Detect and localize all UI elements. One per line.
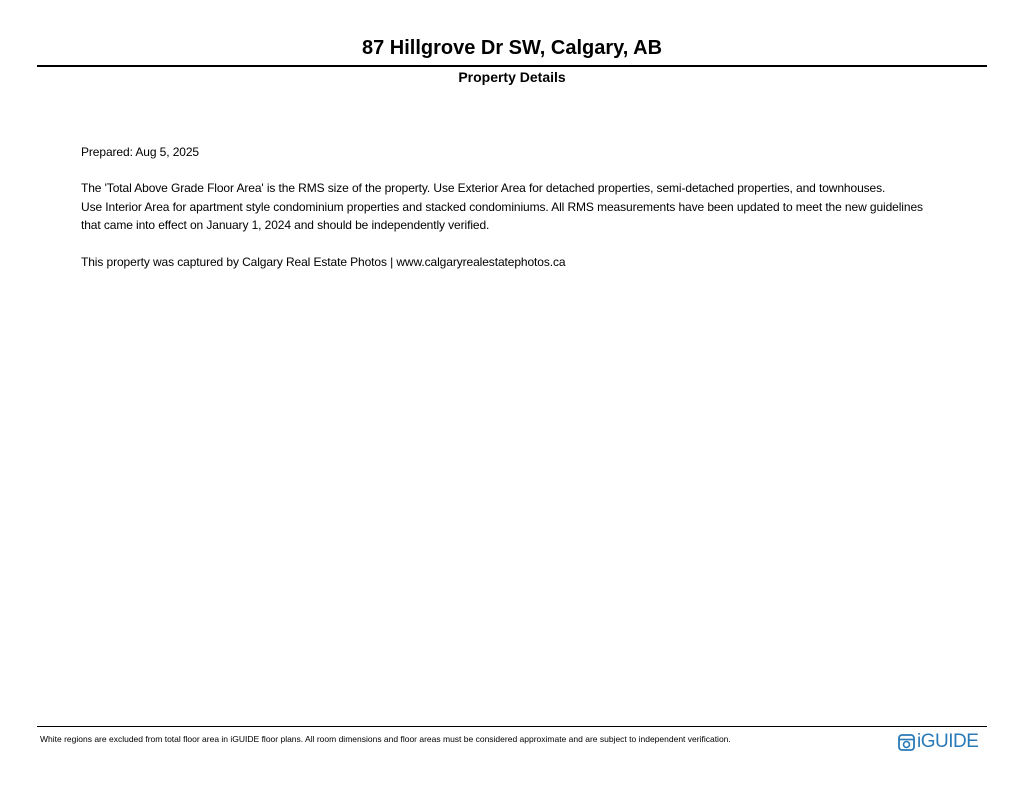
- page-subtitle: Property Details: [458, 69, 566, 85]
- rms-notice-line: The 'Total Above Grade Floor Area' is the RMS size of the property. Use Exterior Area for detached properties, semi-detached properties, and townhouses.: [81, 181, 886, 195]
- iguide-logo: [898, 730, 978, 754]
- header-divider: [37, 65, 987, 67]
- footer-divider: [37, 726, 987, 727]
- prepared-date: Prepared: Aug 5, 2025: [81, 145, 199, 159]
- footer-disclaimer: White regions are excluded from total floor area in iGUIDE floor plans. All room dimensions and floor areas must be considered approximate and are subject to independent verification.: [40, 734, 731, 744]
- iguide-logo-text: iGUIDE: [917, 731, 979, 752]
- rms-notice-line: that came into effect on January 1, 2024 and should be independently verified.: [81, 218, 490, 232]
- rms-notice-line: Use Interior Area for apartment style condominium properties and stacked condominiums. All RMS measurements have been updated to meet the new guidelines: [81, 199, 923, 214]
- iguide-camera-icon: [898, 734, 915, 751]
- photographer-credit: This property was captured by Calgary Real Estate Photos | www.calgaryrealestatephotos.ca: [81, 255, 566, 269]
- page-title: 87 Hillgrove Dr SW, Calgary, AB: [361, 37, 663, 59]
- rms-notice: [81, 179, 981, 235]
